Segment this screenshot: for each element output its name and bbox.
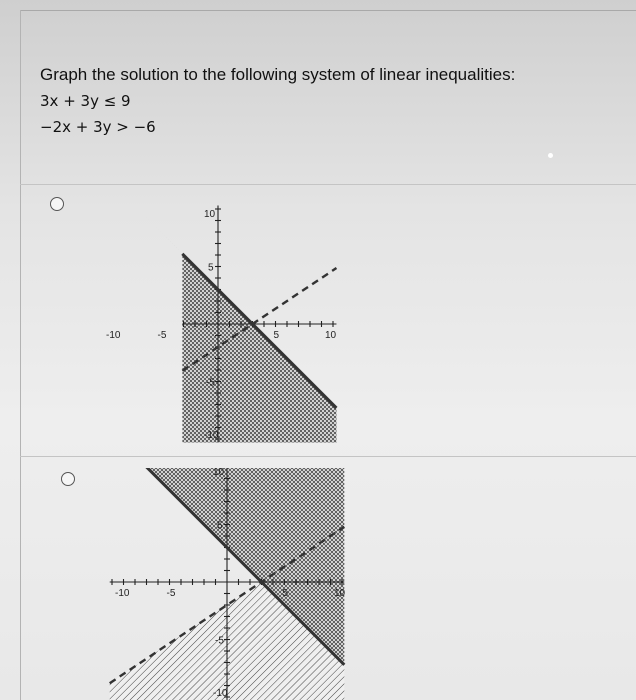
option-divider-middle [20,456,636,457]
y-label-neg5: -5 [215,635,224,647]
x-label-neg10: -10 [115,588,130,599]
y-label-5: 5 [208,262,214,274]
card-top-border [20,10,636,11]
speck [548,153,553,158]
y-label-neg5: -5 [206,377,215,389]
y-label-neg10: -10 [213,688,228,699]
y-label-10: 10 [213,468,225,478]
x-label-neg5: -5 [166,588,176,599]
x-label-10: 10 [334,588,346,599]
card-left-border [20,10,21,700]
option-divider-top [20,184,636,185]
x-label-5: 5 [273,330,280,341]
option-a-radio[interactable] [50,197,64,211]
y-label-neg10: -10 [204,430,219,441]
inequality-2: −2x + 3y > −6 [40,118,156,136]
y-label-10: 10 [204,209,216,220]
option-a-graph [85,195,345,445]
y-label-5: 5 [217,520,223,532]
x-label-10: 10 [325,330,337,341]
inequality-1: 3x + 3y ≤ 9 [40,92,131,110]
x-label-5: 5 [282,588,289,599]
option-b-radio[interactable] [61,472,75,486]
question-text [40,62,515,140]
x-label-neg5: -5 [157,330,167,341]
question-title: Graph the solution to the following system of linear inequalities: [40,65,516,84]
option-b-graph [100,468,350,700]
x-label-neg10: -10 [106,330,121,341]
